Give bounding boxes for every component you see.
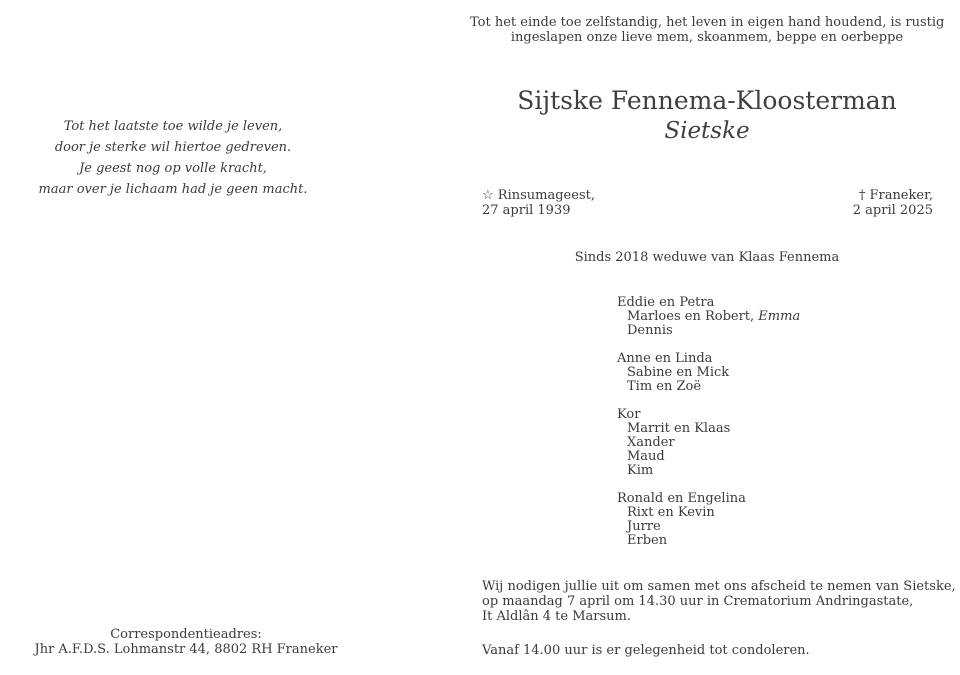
- poem-line: Je geest nog op volle kracht,: [79, 161, 267, 176]
- poem-line: door je sterke wil hiertoe gedreven.: [54, 140, 292, 155]
- invitation-line: Wij nodigen jullie uit om samen met ons afscheid te nemen van Sietske,: [482, 579, 956, 594]
- family-child: Marrit en Klaas: [627, 421, 731, 436]
- family-child: Sabine en Mick: [627, 365, 730, 380]
- family-group: [617, 352, 800, 394]
- widow-line: Sinds 2018 weduwe van Klaas Fennema: [574, 250, 840, 265]
- correspondence-address: [0, 627, 372, 657]
- correspondence-address-line: Jhr A.F.D.S. Lohmanstr 44, 8802 RH Franeker: [34, 642, 338, 657]
- intro-text: [470, 15, 944, 45]
- deceased-nickname: Sietske: [664, 118, 750, 144]
- family-child: Tim en Zoë: [627, 379, 702, 394]
- star-icon: ☆: [482, 188, 494, 203]
- birth-place-line: [482, 188, 595, 203]
- invitation-text: [482, 579, 956, 624]
- family-parent: Anne en Linda: [617, 351, 713, 366]
- family-child: Erben: [627, 533, 668, 548]
- family-child: Maud: [627, 449, 665, 464]
- death-info: [853, 188, 933, 218]
- intro-line: ingeslapen onze lieve mem, skoanmem, beppe en oerbeppe: [510, 30, 904, 45]
- family-parent: Kor: [617, 407, 641, 422]
- family-group: [617, 408, 800, 478]
- cross-icon: †: [858, 188, 866, 203]
- family-parent: Eddie en Petra: [617, 295, 715, 310]
- invitation-line: It Aldlân 4 te Marsum.: [482, 609, 632, 624]
- family-child: Rixt en Kevin: [627, 505, 715, 520]
- invitation-line: op maandag 7 april om 14.30 uur in Crematorium Andringastate,: [482, 594, 914, 609]
- family-child: Xander: [627, 435, 675, 450]
- family-parent: Ronald en Engelina: [617, 491, 746, 506]
- birth-date: 27 april 1939: [482, 203, 571, 218]
- intro-line: Tot het einde toe zelfstandig, het leven in eigen hand houdend, is rustig: [470, 15, 945, 30]
- birth-info: [482, 188, 595, 218]
- death-date: 2 april 2025: [852, 203, 933, 218]
- death-place: Franeker,: [869, 188, 933, 203]
- correspondence-label: Correspondentieadres:: [110, 627, 262, 642]
- family-group: [617, 296, 800, 338]
- family-child: Dennis: [627, 323, 673, 338]
- poem-line: maar over je lichaam had je geen macht.: [38, 182, 308, 197]
- family-group: [617, 492, 800, 548]
- family-child: Jurre: [627, 519, 661, 534]
- condolence-text: Vanaf 14.00 uur is er gelegenheid tot condoleren.: [482, 643, 810, 658]
- poem: [0, 116, 346, 200]
- family-list: [617, 296, 800, 548]
- deceased-name: Sijtske Fennema-Kloosterman: [517, 86, 897, 115]
- family-child: [617, 310, 800, 324]
- death-place-line: [853, 188, 933, 203]
- great-grandchild-name: Emma: [758, 309, 801, 324]
- poem-line: Tot het laatste toe wilde je leven,: [63, 119, 283, 134]
- family-child-name: Marloes en Robert,: [627, 309, 759, 324]
- family-child: Kim: [627, 463, 654, 478]
- birth-place: Rinsumageest,: [497, 188, 595, 203]
